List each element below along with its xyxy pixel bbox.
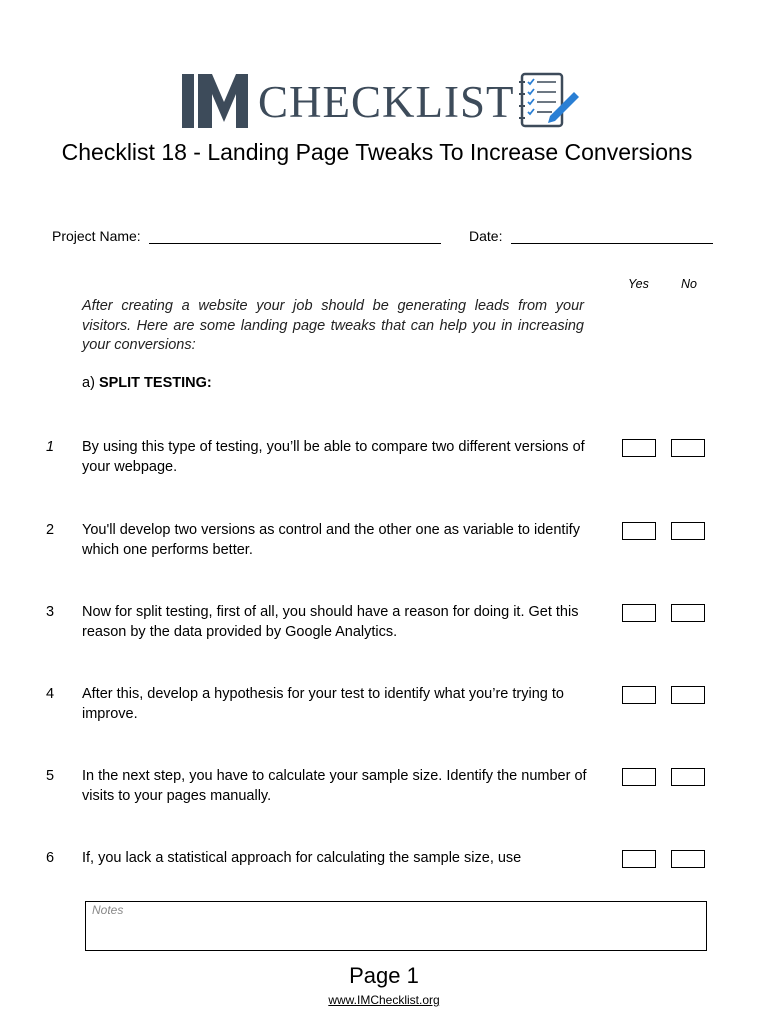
no-checkbox[interactable] xyxy=(671,768,705,786)
section-heading xyxy=(82,375,212,391)
no-checkbox[interactable] xyxy=(671,686,705,704)
section-prefix: a) xyxy=(82,375,95,391)
checklist-item xyxy=(0,684,768,744)
no-column-header: No xyxy=(681,277,697,291)
checklist-item xyxy=(0,437,768,497)
item-text: By using this type of testing, you’ll be able to compare two different versions of your webpage. xyxy=(82,439,585,475)
no-checkbox[interactable] xyxy=(671,850,705,868)
checklist-item xyxy=(0,602,768,662)
item-text: In the next step, you have to calculate your sample size. Identify the number of visits to your pages manually. xyxy=(82,768,587,804)
checklist-item xyxy=(0,848,768,908)
checklist-item xyxy=(0,520,768,580)
item-number: 2 xyxy=(46,522,55,538)
brand-name: CHECKLIST xyxy=(258,77,515,127)
item-number: 4 xyxy=(46,686,55,702)
checklist-item xyxy=(0,766,768,826)
project-name-label: Project Name: xyxy=(52,228,141,244)
brand-logo xyxy=(180,66,580,130)
page-number: Page 1 xyxy=(349,963,419,988)
website-link[interactable]: www.IMChecklist.org xyxy=(328,993,440,1007)
project-name-field[interactable] xyxy=(149,243,441,244)
yes-checkbox[interactable] xyxy=(622,768,656,786)
notes-box[interactable] xyxy=(85,901,707,951)
item-text: You'll develop two versions as control and the other one as variable to identify which one performs better. xyxy=(82,522,580,558)
date-field[interactable] xyxy=(511,243,713,244)
no-checkbox[interactable] xyxy=(671,439,705,457)
notes-label: Notes xyxy=(92,903,124,917)
yes-checkbox[interactable] xyxy=(622,686,656,704)
section-title: SPLIT TESTING: xyxy=(98,375,212,391)
item-number: 1 xyxy=(46,439,55,455)
yes-checkbox[interactable] xyxy=(622,439,656,457)
page-title: Checklist 18 - Landing Page Tweaks To Increase Conversions xyxy=(61,139,693,165)
date-label: Date: xyxy=(469,228,503,244)
yes-checkbox[interactable] xyxy=(622,850,656,868)
yes-checkbox[interactable] xyxy=(622,522,656,540)
no-checkbox[interactable] xyxy=(671,522,705,540)
no-checkbox[interactable] xyxy=(671,604,705,622)
yes-column-header: Yes xyxy=(628,277,649,291)
im-logo-mark-icon xyxy=(180,72,250,132)
item-number: 5 xyxy=(46,768,55,784)
item-text: Now for split testing, first of all, you should have a reason for doing it. Get this reason by the data provided by Google Analytics. xyxy=(82,604,579,640)
checklist-clipboard-icon xyxy=(516,68,580,130)
item-text: If, you lack a statistical approach for calculating the sample size, use xyxy=(82,850,522,866)
yes-checkbox[interactable] xyxy=(622,604,656,622)
intro-paragraph: After creating a website your job should be generating leads from your visitors. Here are some landing page tweaks that can help you in increasing your conversions: xyxy=(82,298,584,353)
item-number: 3 xyxy=(46,604,55,620)
item-number: 6 xyxy=(46,850,55,866)
item-text: After this, develop a hypothesis for your test to identify what you’re trying to improve. xyxy=(82,686,564,722)
